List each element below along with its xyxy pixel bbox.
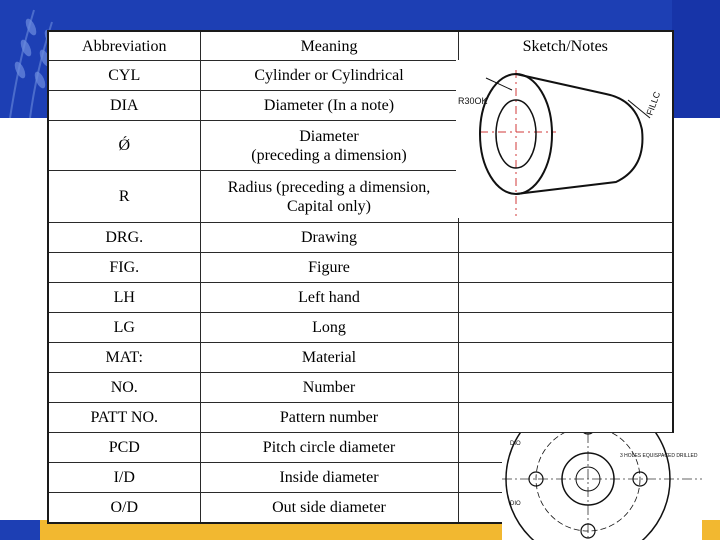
- cylinder-body: [516, 74, 642, 194]
- table-row: [48, 343, 673, 373]
- meaning-cell: Drawing: [200, 223, 458, 253]
- sketch-cell: [458, 403, 673, 433]
- abbr-cell: O/D: [48, 493, 200, 523]
- table-header-row: [48, 31, 673, 61]
- abbr-cell: R: [48, 171, 200, 223]
- meaning-cell: Pitch circle diameter: [200, 433, 458, 463]
- abbr-cell: DRG.: [48, 223, 200, 253]
- flange-holes-note: 3 HOLES EQUISPACED DRILLED: [620, 453, 698, 459]
- table-row: [48, 313, 673, 343]
- meaning-cell: Cylinder or Cylindrical: [200, 61, 458, 91]
- meaning-cell: Left hand: [200, 283, 458, 313]
- abbr-cell: CYL: [48, 61, 200, 91]
- header-right-strip: [672, 0, 720, 118]
- table-row: [48, 223, 673, 253]
- meaning-cell: Pattern number: [200, 403, 458, 433]
- sketch-cell: [458, 373, 673, 403]
- meaning-cell: Diameter (preceding a dimension): [200, 121, 458, 171]
- abbr-cell: NO.: [48, 373, 200, 403]
- meaning-cell: Radius (preceding a dimension, Capital only): [200, 171, 458, 223]
- abbr-cell: FIG.: [48, 253, 200, 283]
- sketch-cell: [458, 343, 673, 373]
- sketch-cell: [458, 283, 673, 313]
- table-row: [48, 283, 673, 313]
- abbr-cell: LG: [48, 313, 200, 343]
- fillet-note: FILLC: [644, 90, 663, 117]
- abbr-cell: MAT:: [48, 343, 200, 373]
- meaning-cell: Material: [200, 343, 458, 373]
- table-row: [48, 253, 673, 283]
- abbr-cell: PATT NO.: [48, 403, 200, 433]
- table-row: [48, 373, 673, 403]
- meaning-cell: Out side diameter: [200, 493, 458, 523]
- cylinder-sketch: [456, 60, 672, 218]
- flange-bottom-note: DIO: [510, 501, 521, 507]
- abbr-cell: Ǿ: [48, 121, 200, 171]
- meaning-cell: Long: [200, 313, 458, 343]
- header-abbreviation: Abbreviation: [48, 31, 200, 61]
- meaning-cell: Diameter (In a note): [200, 91, 458, 121]
- meaning-cell: Figure: [200, 253, 458, 283]
- meaning-cell: Number: [200, 373, 458, 403]
- flange-top-note: DIO: [510, 441, 521, 447]
- header-sketch-notes: Sketch/Notes: [458, 31, 673, 61]
- meaning-cell: Inside diameter: [200, 463, 458, 493]
- flange-sketch: [502, 433, 702, 540]
- abbr-cell: LH: [48, 283, 200, 313]
- header-meaning: Meaning: [200, 31, 458, 61]
- sketch-cell: [458, 253, 673, 283]
- abbr-cell: DIA: [48, 91, 200, 121]
- table-row: [48, 403, 673, 433]
- abbr-cell: I/D: [48, 463, 200, 493]
- sketch-cell: [458, 313, 673, 343]
- abbr-cell: PCD: [48, 433, 200, 463]
- sketch-cell: [458, 223, 673, 253]
- radius-note: R30OK: [458, 96, 488, 106]
